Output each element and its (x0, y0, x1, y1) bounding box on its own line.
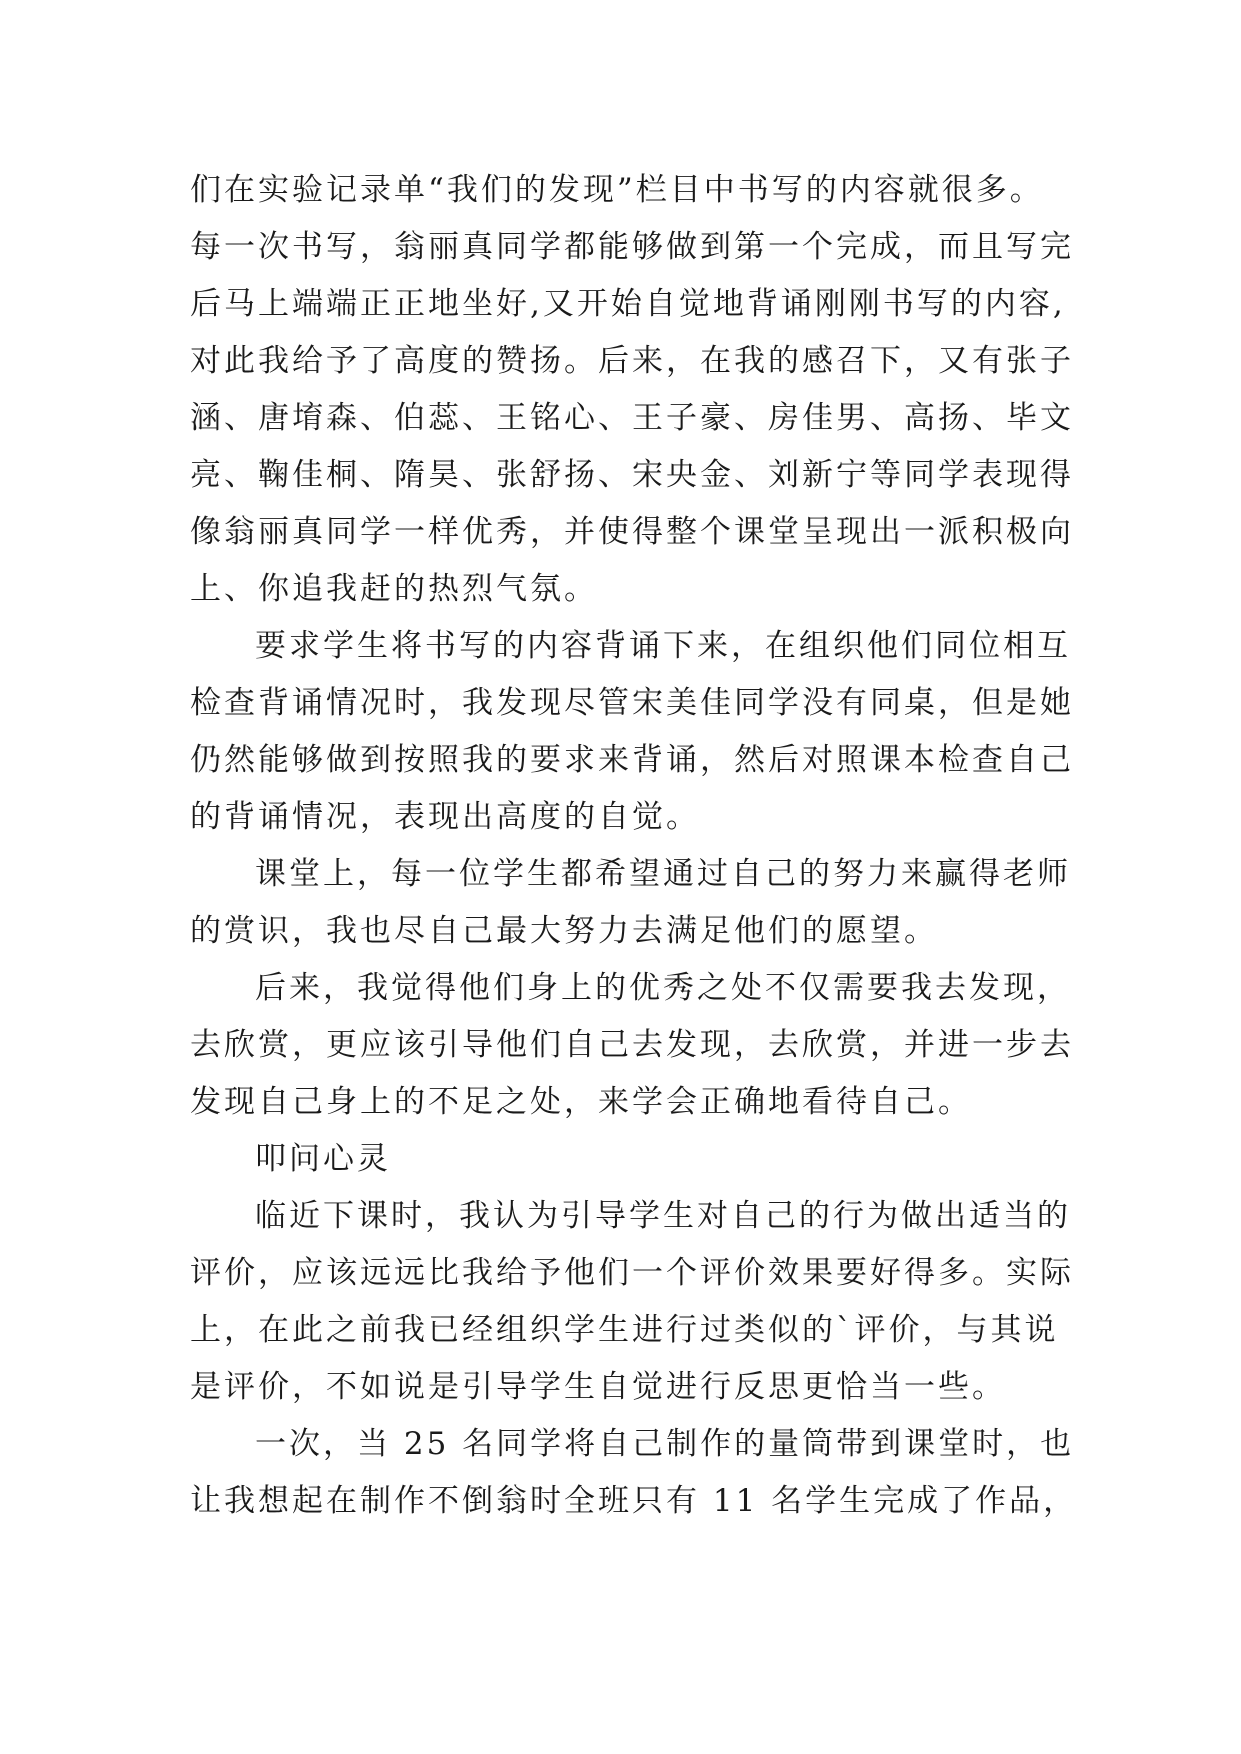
paragraph-first-line: 课堂上，每一位学生都希望通过自己的努力来赢得老师 (255, 856, 1071, 892)
text-line: 检查背诵情况时，我发现尽管宋美佳同学没有同桌，但是她 (190, 685, 1074, 721)
paragraph-first-line: 要求学生将书写的内容背诵下来，在组织他们同位相互 (255, 628, 1071, 664)
text-line: 上，在此之前我已经组织学生进行过类似的`评价，与其说 (190, 1312, 1059, 1348)
text-line: 让我想起在制作不倒翁时全班只有 11 名学生完成了作品， (190, 1483, 1078, 1519)
text-line: 像翁丽真同学一样优秀，并使得整个课堂呈现出一派积极向 (190, 514, 1074, 550)
paragraph-first-line: 后来，我觉得他们身上的优秀之处不仅需要我去发现， (255, 970, 1071, 1006)
paragraph-first-line: 一次，当 25 名同学将自己制作的量筒带到课堂时，也 (255, 1426, 1075, 1462)
text-line: 每一次书写，翁丽真同学都能够做到第一个完成，而且写完 (190, 229, 1074, 265)
text-line: 上、你追我赶的热烈气氛。 (190, 571, 598, 607)
text-line: 仍然能够做到按照我的要求来背诵，然后对照课本检查自己 (190, 742, 1074, 778)
text-line: 的赏识，我也尽自己最大努力去满足他们的愿望。 (190, 913, 938, 949)
text-line: 去欣赏，更应该引导他们自己去发现，去欣赏，并进一步去 (190, 1027, 1074, 1063)
text-line: 涵、唐堉森、伯蕊、王铭心、王子豪、房佳男、高扬、毕文 (190, 400, 1074, 436)
text-line: 后马上端端正正地坐好,又开始自觉地背诵刚刚书写的内容, (190, 286, 1066, 322)
paragraph-first-line: 临近下课时，我认为引导学生对自己的行为做出适当的 (255, 1198, 1071, 1234)
text-line: 们在实验记录单“我们的发现”栏目中书写的内容就很多。 (190, 172, 1044, 208)
section-heading: 叩问心灵 (255, 1141, 391, 1177)
text-line: 对此我给予了高度的赞扬。后来，在我的感召下，又有张子 (190, 343, 1074, 379)
text-line: 亮、鞠佳桐、隋昊、张舒扬、宋央金、刘新宁等同学表现得 (190, 457, 1074, 493)
text-line: 发现自己身上的不足之处，来学会正确地看待自己。 (190, 1084, 972, 1120)
text-line: 评价，应该远远比我给予他们一个评价效果要好得多。实际 (190, 1255, 1074, 1291)
text-line: 的背诵情况，表现出高度的自觉。 (190, 799, 700, 835)
text-line: 是评价，不如说是引导学生自觉进行反思更恰当一些。 (190, 1369, 1006, 1405)
